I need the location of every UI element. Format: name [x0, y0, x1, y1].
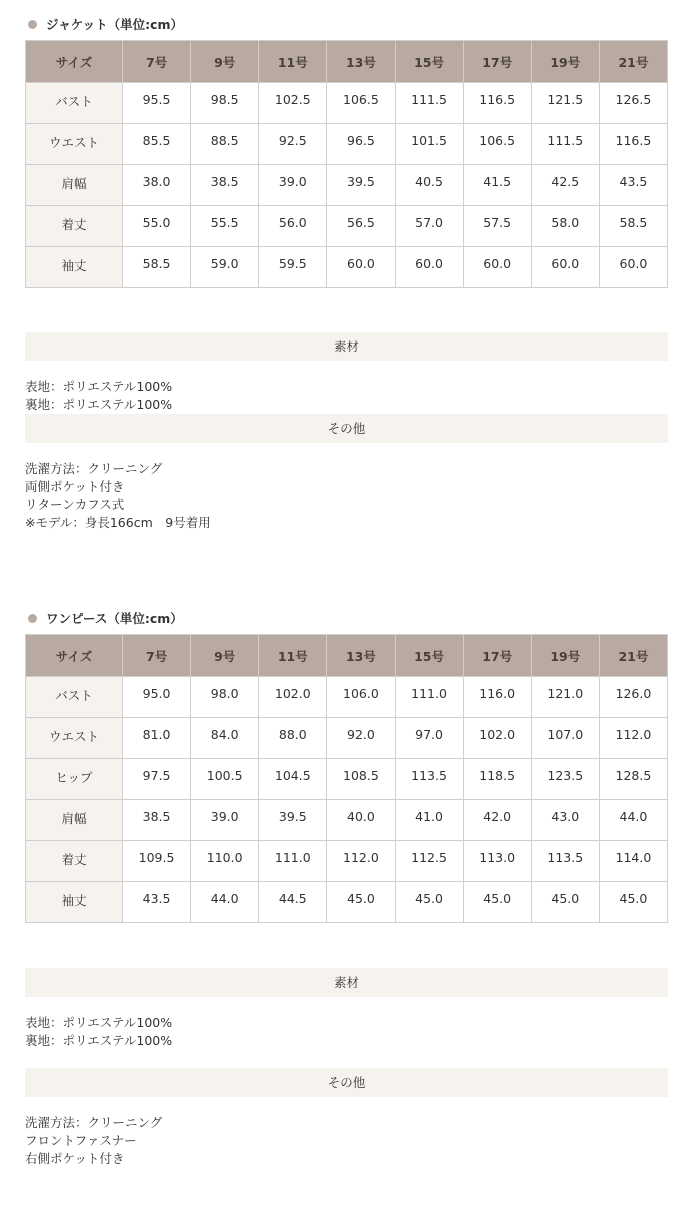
measurement-cell: 43.0	[531, 800, 599, 841]
size-header-cell: 17号	[463, 635, 531, 677]
measurement-cell: 39.0	[259, 165, 327, 206]
measurement-cell: 39.5	[327, 165, 395, 206]
measurement-cell: 81.0	[123, 718, 191, 759]
measurement-cell: 111.5	[395, 83, 463, 124]
measurement-cell: 111.5	[531, 124, 599, 165]
measurement-cell: 101.5	[395, 124, 463, 165]
dress-other-text	[25, 1114, 162, 1168]
measurement-cell: 58.0	[531, 206, 599, 247]
measurement-cell: 97.0	[395, 718, 463, 759]
size-header-cell: 7号	[123, 635, 191, 677]
row-label-cell: バスト	[26, 83, 123, 124]
measurement-cell: 106.5	[463, 124, 531, 165]
measurement-cell: 45.0	[327, 882, 395, 923]
measurement-cell: 92.0	[327, 718, 395, 759]
measurement-cell: 118.5	[463, 759, 531, 800]
measurement-cell: 45.0	[395, 882, 463, 923]
measurement-cell: 106.5	[327, 83, 395, 124]
measurement-cell: 100.5	[191, 759, 259, 800]
measurement-cell: 45.0	[531, 882, 599, 923]
size-header-cell: 7号	[123, 41, 191, 83]
measurement-cell: 60.0	[531, 247, 599, 288]
size-header-cell: 21号	[599, 635, 667, 677]
measurement-cell: 45.0	[463, 882, 531, 923]
table-row	[26, 124, 668, 165]
measurement-cell: 38.0	[123, 165, 191, 206]
measurement-cell: 110.0	[191, 841, 259, 882]
measurement-cell: 39.5	[259, 800, 327, 841]
table-header-row	[26, 635, 668, 677]
measurement-cell: 104.5	[259, 759, 327, 800]
measurement-cell: 113.5	[395, 759, 463, 800]
dress-title	[25, 609, 668, 627]
jacket-title	[25, 15, 668, 33]
size-header-cell: 17号	[463, 41, 531, 83]
table-row	[26, 83, 668, 124]
jacket-other-line: ※モデル：身長166cm 9号着用	[25, 515, 211, 530]
measurement-cell: 42.5	[531, 165, 599, 206]
measurement-cell: 57.5	[463, 206, 531, 247]
measurement-cell: 88.5	[191, 124, 259, 165]
size-header-cell: 13号	[327, 41, 395, 83]
table-row	[26, 718, 668, 759]
bullet-icon	[28, 20, 37, 29]
dress-material-line: 表地：ポリエステル100%	[25, 1015, 173, 1030]
measurement-cell: 111.0	[395, 677, 463, 718]
measurement-cell: 92.5	[259, 124, 327, 165]
measurement-cell: 98.0	[191, 677, 259, 718]
measurement-cell: 109.5	[123, 841, 191, 882]
measurement-cell: 58.5	[599, 206, 667, 247]
table-row	[26, 882, 668, 923]
size-column-header: サイズ	[26, 635, 123, 677]
size-header-cell: 11号	[259, 41, 327, 83]
measurement-cell: 112.5	[395, 841, 463, 882]
row-label-cell: 袖丈	[26, 247, 123, 288]
measurement-cell: 116.5	[599, 124, 667, 165]
table-header-row	[26, 41, 668, 83]
measurement-cell: 56.5	[327, 206, 395, 247]
measurement-cell: 41.0	[395, 800, 463, 841]
measurement-cell: 106.0	[327, 677, 395, 718]
table-row	[26, 800, 668, 841]
measurement-cell: 85.5	[123, 124, 191, 165]
measurement-cell: 88.0	[259, 718, 327, 759]
row-label-cell: ウエスト	[26, 124, 123, 165]
size-header-cell: 19号	[531, 41, 599, 83]
measurement-cell: 114.0	[599, 841, 667, 882]
measurement-cell: 43.5	[599, 165, 667, 206]
measurement-cell: 40.0	[327, 800, 395, 841]
measurement-cell: 102.0	[259, 677, 327, 718]
measurement-cell: 112.0	[327, 841, 395, 882]
measurement-cell: 126.5	[599, 83, 667, 124]
table-row	[26, 165, 668, 206]
jacket-material-text	[25, 378, 172, 414]
measurement-cell: 123.5	[531, 759, 599, 800]
measurement-cell: 56.0	[259, 206, 327, 247]
size-header-cell: 21号	[599, 41, 667, 83]
measurement-cell: 113.5	[531, 841, 599, 882]
measurement-cell: 44.5	[259, 882, 327, 923]
row-label-cell: 肩幅	[26, 165, 123, 206]
dress-other-header: その他	[25, 1068, 668, 1097]
row-label-cell: 着丈	[26, 206, 123, 247]
dress-material-text	[25, 1014, 172, 1050]
measurement-cell: 45.0	[599, 882, 667, 923]
table-row	[26, 677, 668, 718]
measurement-cell: 121.5	[531, 83, 599, 124]
row-label-cell: ヒップ	[26, 759, 123, 800]
measurement-cell: 113.0	[463, 841, 531, 882]
measurement-cell: 39.0	[191, 800, 259, 841]
jacket-other-header: その他	[25, 414, 668, 443]
row-label-cell: 肩幅	[26, 800, 123, 841]
size-header-cell: 11号	[259, 635, 327, 677]
measurement-cell: 60.0	[327, 247, 395, 288]
measurement-cell: 55.5	[191, 206, 259, 247]
measurement-cell: 57.0	[395, 206, 463, 247]
jacket-material-line: 表地：ポリエステル100%	[25, 379, 173, 394]
size-column-header: サイズ	[26, 41, 123, 83]
table-row	[26, 206, 668, 247]
dress-title-text: ワンピース（単位:cm）	[46, 611, 183, 626]
measurement-cell: 98.5	[191, 83, 259, 124]
measurement-cell: 97.5	[123, 759, 191, 800]
measurement-cell: 44.0	[599, 800, 667, 841]
measurement-cell: 84.0	[191, 718, 259, 759]
measurement-cell: 44.0	[191, 882, 259, 923]
measurement-cell: 108.5	[327, 759, 395, 800]
measurement-cell: 59.0	[191, 247, 259, 288]
measurement-cell: 60.0	[599, 247, 667, 288]
measurement-cell: 126.0	[599, 677, 667, 718]
table-row	[26, 759, 668, 800]
size-header-cell: 9号	[191, 635, 259, 677]
dress-other-line: フロントファスナー	[25, 1133, 137, 1148]
measurement-cell: 59.5	[259, 247, 327, 288]
jacket-material-header: 素材	[25, 332, 668, 361]
measurement-cell: 96.5	[327, 124, 395, 165]
size-header-cell: 15号	[395, 41, 463, 83]
dress-size-table	[25, 634, 668, 923]
measurement-cell: 38.5	[191, 165, 259, 206]
row-label-cell: 袖丈	[26, 882, 123, 923]
measurement-cell: 55.0	[123, 206, 191, 247]
jacket-other-line: 洗濯方法：クリーニング	[25, 461, 163, 476]
jacket-section	[25, 15, 668, 288]
dress-material-header: 素材	[25, 968, 668, 997]
jacket-size-table	[25, 40, 668, 288]
measurement-cell: 41.5	[463, 165, 531, 206]
size-header-cell: 13号	[327, 635, 395, 677]
measurement-cell: 42.0	[463, 800, 531, 841]
dress-other-line: 右側ポケット付き	[25, 1151, 125, 1166]
dress-other-line: 洗濯方法：クリーニング	[25, 1115, 163, 1130]
table-row	[26, 841, 668, 882]
measurement-cell: 40.5	[395, 165, 463, 206]
row-label-cell: 着丈	[26, 841, 123, 882]
measurement-cell: 116.5	[463, 83, 531, 124]
measurement-cell: 58.5	[123, 247, 191, 288]
measurement-cell: 60.0	[395, 247, 463, 288]
size-header-cell: 9号	[191, 41, 259, 83]
dress-material-line: 裏地：ポリエステル100%	[25, 1033, 173, 1048]
jacket-material-line: 裏地：ポリエステル100%	[25, 397, 173, 412]
measurement-cell: 38.5	[123, 800, 191, 841]
table-row	[26, 247, 668, 288]
measurement-cell: 95.5	[123, 83, 191, 124]
measurement-cell: 116.0	[463, 677, 531, 718]
measurement-cell: 112.0	[599, 718, 667, 759]
dress-section	[25, 609, 668, 923]
size-header-cell: 19号	[531, 635, 599, 677]
row-label-cell: ウエスト	[26, 718, 123, 759]
measurement-cell: 95.0	[123, 677, 191, 718]
jacket-other-line: リターンカフス式	[25, 497, 125, 512]
row-label-cell: バスト	[26, 677, 123, 718]
measurement-cell: 111.0	[259, 841, 327, 882]
measurement-cell: 43.5	[123, 882, 191, 923]
jacket-other-text	[25, 460, 211, 532]
measurement-cell: 121.0	[531, 677, 599, 718]
measurement-cell: 128.5	[599, 759, 667, 800]
measurement-cell: 107.0	[531, 718, 599, 759]
size-header-cell: 15号	[395, 635, 463, 677]
jacket-other-line: 両側ポケット付き	[25, 479, 125, 494]
measurement-cell: 102.5	[259, 83, 327, 124]
measurement-cell: 102.0	[463, 718, 531, 759]
bullet-icon	[28, 614, 37, 623]
jacket-title-text: ジャケット（単位:cm）	[46, 17, 184, 32]
measurement-cell: 60.0	[463, 247, 531, 288]
